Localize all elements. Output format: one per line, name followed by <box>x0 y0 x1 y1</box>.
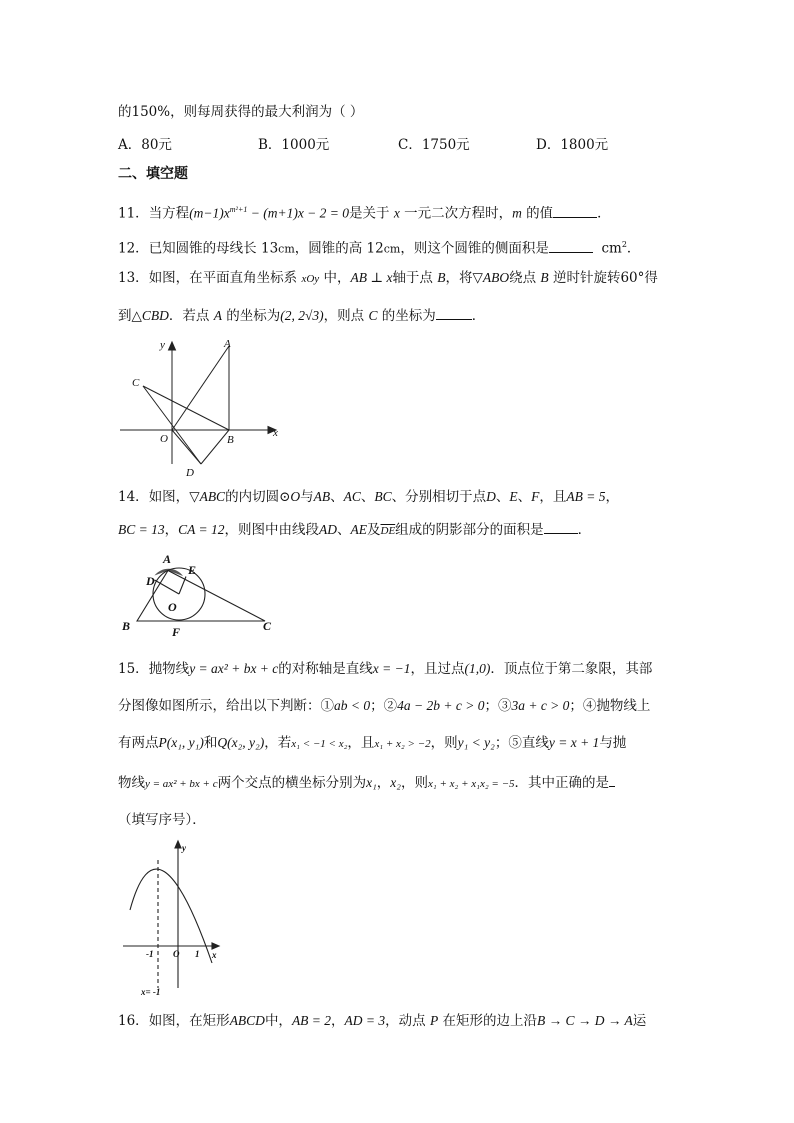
figure-13-rotation <box>118 336 283 481</box>
q15-text: ，且过点 <box>410 661 465 677</box>
label-x: x <box>273 427 278 439</box>
q16-text: ，动点 <box>385 1013 430 1029</box>
q13-math: AB ⊥ x <box>350 270 393 285</box>
q15-math: y = ax² + bx + c <box>189 661 279 676</box>
q15-math: y = x + 1 <box>548 735 600 750</box>
parabola-curve <box>130 869 212 963</box>
question-15-line-1 <box>118 659 652 679</box>
label-o: O <box>160 433 168 445</box>
q14-math: BC = 13 <box>118 522 165 537</box>
q14-text: 如图， <box>148 489 190 505</box>
label-d: D <box>146 574 155 588</box>
y-axis-arrow-icon <box>169 342 176 350</box>
q15-math: Q(x₂, y₂) <box>217 735 265 750</box>
question-15-line-3 <box>118 733 626 754</box>
q11-text: 当方程 <box>148 205 190 222</box>
q15-math: y₁ < y₂ <box>457 735 495 750</box>
question-16 <box>118 1011 646 1031</box>
label-b: B <box>227 434 234 446</box>
q16-text: 中， <box>264 1013 292 1029</box>
answer-blank[interactable] <box>544 519 578 534</box>
q14-text: 组成的阴影部分的面积是 <box>395 522 544 538</box>
q13-math: C <box>368 308 378 323</box>
q14-text: ，且 <box>539 489 567 505</box>
q16-math: P <box>429 1013 439 1028</box>
q14-math: ▽ABC <box>189 489 226 504</box>
q15-math: x₁ + x₂ + x₁x₂ = −5 <box>427 778 515 790</box>
q16-math: ABCD <box>229 1013 265 1028</box>
q13-math: 60° <box>620 270 645 286</box>
answer-blank[interactable] <box>549 238 593 253</box>
q16-math: AD = 3 <box>344 1013 386 1028</box>
q16-text: 在矩形的边上沿 <box>438 1013 537 1029</box>
question-15-line-5: （填写序号）． <box>118 812 206 828</box>
q15-math: x₂ <box>390 775 401 790</box>
q11-end: ． <box>597 205 611 222</box>
q14-math: ⊙O <box>279 489 301 504</box>
label-e: E <box>188 563 197 577</box>
q16-text: 如图，在矩形 <box>148 1013 230 1029</box>
q14-math: AB = 5 <box>566 489 606 504</box>
q16-math: B → C → D → A <box>537 1013 633 1028</box>
label-x: x <box>212 950 217 960</box>
q15-text: 物线 <box>118 775 145 791</box>
q14-text: 及 <box>367 522 381 538</box>
q15-text: ；② <box>370 698 398 714</box>
q13-math: B <box>540 270 549 285</box>
q14-text: 、 <box>495 489 510 505</box>
arc-de: $\overline{DE}$ <box>380 525 396 537</box>
q13-text: 绕点 <box>509 270 541 286</box>
label-o: O <box>173 949 180 959</box>
q15-math: x₁ <box>366 775 377 790</box>
q15-number: 15． <box>118 661 149 677</box>
q15-text: ；④抛物线上 <box>569 698 651 714</box>
q13-math: B <box>437 270 446 285</box>
label-axis-equation: x= -1 <box>141 987 161 997</box>
answer-blank[interactable] <box>436 305 472 320</box>
q13-math: (2, 2√3) <box>280 308 324 323</box>
q15-text: 和 <box>203 735 218 751</box>
label-d: D <box>186 467 194 479</box>
q10-tail: 的150%，则每周获得的最大利润为（ ） <box>118 104 364 120</box>
q15-text: ；③ <box>484 698 512 714</box>
q12-text: ，则这个圆锥的侧面积是 <box>400 240 549 257</box>
q14-text: 与 <box>300 489 314 505</box>
label-o: O <box>168 600 177 614</box>
q14-number: 14． <box>118 489 149 505</box>
q15-math: P(x₁, y₁) <box>158 735 204 750</box>
q13-text: 的坐标为 <box>377 308 436 324</box>
q14-math: CA = 12 <box>178 522 225 537</box>
q11-number: 11． <box>118 205 149 222</box>
q14-text: 、 <box>337 522 351 538</box>
q15-math: y = ax² + bx + c <box>145 778 218 790</box>
q15-text: ．顶点位于第二象限，其部 <box>490 661 653 677</box>
q15-text: ，若 <box>264 735 292 751</box>
q13-text: 逆时针旋转 <box>548 270 621 286</box>
q16-text: 运 <box>632 1013 647 1029</box>
q14-math: AE <box>350 522 367 537</box>
q15-text: 与抛 <box>599 735 627 751</box>
label-f: F <box>172 625 181 639</box>
q15-text: 分图像如图所示，给出以下判断：① <box>118 698 334 714</box>
answer-blank[interactable] <box>609 772 615 787</box>
q13-math: ▽ABO <box>472 270 510 285</box>
q14-text: ， <box>164 522 179 538</box>
q11-var: m <box>512 205 522 221</box>
x-axis-arrow-icon <box>212 943 219 949</box>
q14-math: AB <box>313 489 331 504</box>
question-15-line-4 <box>118 772 615 794</box>
q15-math: x₁ + x₂ > −2 <box>374 738 431 750</box>
q11-text: 一元二次方程时， <box>399 205 513 222</box>
answer-blank[interactable] <box>553 203 597 218</box>
q16-number: 16． <box>118 1013 149 1029</box>
q15-text: ，则 <box>430 735 458 751</box>
q10-option-b: B．1000元 <box>258 137 330 153</box>
q15-text: 的对称轴是直线 <box>278 661 373 677</box>
label-a: A <box>163 552 172 566</box>
figure-14-incircle <box>118 550 283 640</box>
question-12 <box>118 235 640 260</box>
q16-text: ， <box>331 1013 345 1029</box>
q12-end: ． <box>626 240 641 257</box>
section-heading: 二、填空题 <box>118 166 188 182</box>
question-14-line-1 <box>118 487 619 507</box>
q13-text: ．若点 <box>168 308 214 324</box>
question-14-line-2 <box>118 519 591 541</box>
question-13-line-1 <box>118 268 658 289</box>
q10-option-d: D．1800元 <box>536 137 609 153</box>
question-11 <box>118 200 611 224</box>
q12-unit: cm <box>601 240 622 257</box>
q15-math: x = −1 <box>372 661 411 676</box>
label-a: A <box>224 338 231 350</box>
q14-text: ，则图中由线段 <box>224 522 319 538</box>
q13-text: 得 <box>644 270 658 286</box>
q15-text: 抛物线 <box>148 661 190 677</box>
q15-math: 3a + c > 0 <box>511 698 570 713</box>
label-minus-one: -1 <box>146 949 154 959</box>
question-15-line-2 <box>118 696 650 716</box>
label-y: y <box>160 339 165 351</box>
q13-text: 的坐标为 <box>221 308 281 324</box>
q11-var: x <box>393 205 400 221</box>
q14-math: F <box>531 489 540 504</box>
q15-text: ，则 <box>400 775 428 791</box>
segment-cb <box>143 386 229 430</box>
q12-number: 12． <box>118 240 149 257</box>
q10-option-c: C．1750元 <box>398 137 470 153</box>
q14-math: E <box>509 489 518 504</box>
triangle-abc <box>137 571 265 622</box>
q15-text: ， <box>376 775 391 791</box>
q11-text: 的值 <box>521 205 554 222</box>
q16-math: AB = 2 <box>291 1013 332 1028</box>
q15-text: 两个交点的横坐标分别为 <box>217 775 367 791</box>
q14-math: D <box>486 489 496 504</box>
q15-text: ，且 <box>347 735 375 751</box>
label-b: B <box>122 619 131 633</box>
q11-exponent: m²+1 <box>229 205 248 214</box>
question-13-line-2 <box>118 305 485 326</box>
q13-text: 轴于点 <box>392 270 438 286</box>
q11-equation-b: − (m+1)x − 2 = 0 <box>247 205 350 221</box>
q13-text: 中， <box>319 270 351 286</box>
q15-text: ．其中正确的是 <box>514 775 610 791</box>
q12-square: 2 <box>621 240 627 249</box>
q15-math: x₁ < −1 < x₂ <box>291 738 348 750</box>
q13-number: 13． <box>118 270 149 286</box>
q13-math: A <box>213 308 222 323</box>
q11-text: 是关于 <box>349 205 394 222</box>
q11-equation-a: (m−1)x <box>189 205 230 221</box>
q12-text: ，圆锥的高 12 <box>294 240 384 257</box>
radius-oe <box>179 577 186 595</box>
q13-text: ，将 <box>445 270 473 286</box>
q15-text: ；⑤直线 <box>494 735 549 751</box>
q12-unit: cm <box>278 242 295 256</box>
label-y: y <box>182 843 186 853</box>
q13-text: ，则点 <box>323 308 369 324</box>
q15-text: 有两点 <box>118 735 159 751</box>
q12-text: 已知圆锥的母线长 13 <box>148 240 279 257</box>
q14-text: ， <box>605 489 620 505</box>
q14-text: 、分别相切于点 <box>391 489 487 505</box>
q13-math: xOy <box>301 273 320 285</box>
label-c: C <box>263 619 272 633</box>
label-one: 1 <box>195 949 200 959</box>
q13-text: 到 <box>118 308 132 324</box>
segment-od <box>172 430 201 464</box>
label-c: C <box>132 377 140 389</box>
q13-math: △CBD <box>131 308 169 323</box>
figure-15-parabola <box>118 838 228 998</box>
segment-db <box>201 430 229 464</box>
q13-end: ． <box>471 308 486 324</box>
q15-math: ab < 0 <box>334 698 371 713</box>
q12-unit: cm <box>383 242 401 256</box>
q14-math: AD <box>319 522 337 537</box>
y-axis-arrow-icon <box>175 841 181 848</box>
q14-text: 、 <box>517 489 532 505</box>
q15-math: (1,0) <box>464 661 491 676</box>
q14-text: 的内切圆 <box>225 489 280 505</box>
q14-math: BC <box>374 489 392 504</box>
q14-text: 、 <box>330 489 344 505</box>
q15-math: 4a − 2b + c > 0 <box>397 698 485 713</box>
q14-math: AC <box>343 489 361 504</box>
segment-oa <box>172 346 229 430</box>
q13-text: 如图，在平面直角坐标系 <box>148 270 302 286</box>
q10-option-a: A．80元 <box>118 137 172 153</box>
q14-end: ． <box>577 522 592 538</box>
q14-text: 、 <box>360 489 375 505</box>
